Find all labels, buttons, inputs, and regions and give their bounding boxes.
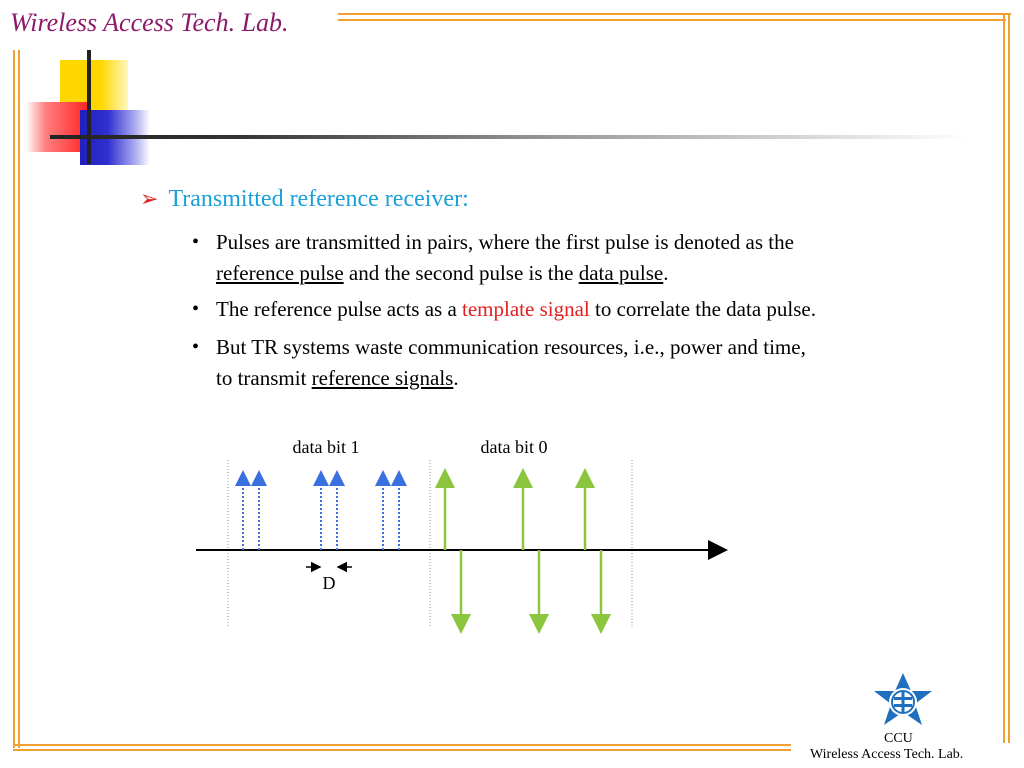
logo-subtitle: Wireless Access Tech. Lab.: [810, 747, 964, 762]
lab-title: Wireless Access Tech. Lab.: [10, 8, 289, 37]
heading-text: Transmitted reference receiver:: [168, 186, 469, 212]
bullet-dot-icon: •: [192, 298, 200, 320]
bullet-item: • The reference pulse acts as a template signal to correlate the data pulse.: [216, 294, 976, 325]
bullet-item: • Pulses are transmitted in pairs, where the first pulse is denoted as the reference pulse and the second pulse is the data pulse.: [216, 227, 956, 289]
bit1-pulses: [243, 478, 399, 550]
arrow-bullet-icon: ➢: [140, 186, 159, 211]
delay-label: D: [322, 573, 336, 593]
term-data-pulse: data pulse: [578, 261, 664, 285]
term-reference-signals: reference signals: [311, 366, 454, 390]
ccu-logo-icon: [870, 671, 936, 733]
logo-name: CCU: [884, 731, 913, 746]
label-data-bit-0: data bit 0: [480, 437, 548, 457]
bullet-dot-icon: •: [192, 336, 200, 358]
term-template-signal: template signal: [462, 297, 590, 321]
label-data-bit-1: data bit 1: [292, 437, 360, 457]
bullet-dot-icon: •: [192, 231, 200, 253]
bullet-item: • But TR systems waste communication resources, i.e., power and time, to transmit reference signals.: [216, 332, 956, 394]
term-reference-pulse: reference pulse: [216, 261, 344, 285]
